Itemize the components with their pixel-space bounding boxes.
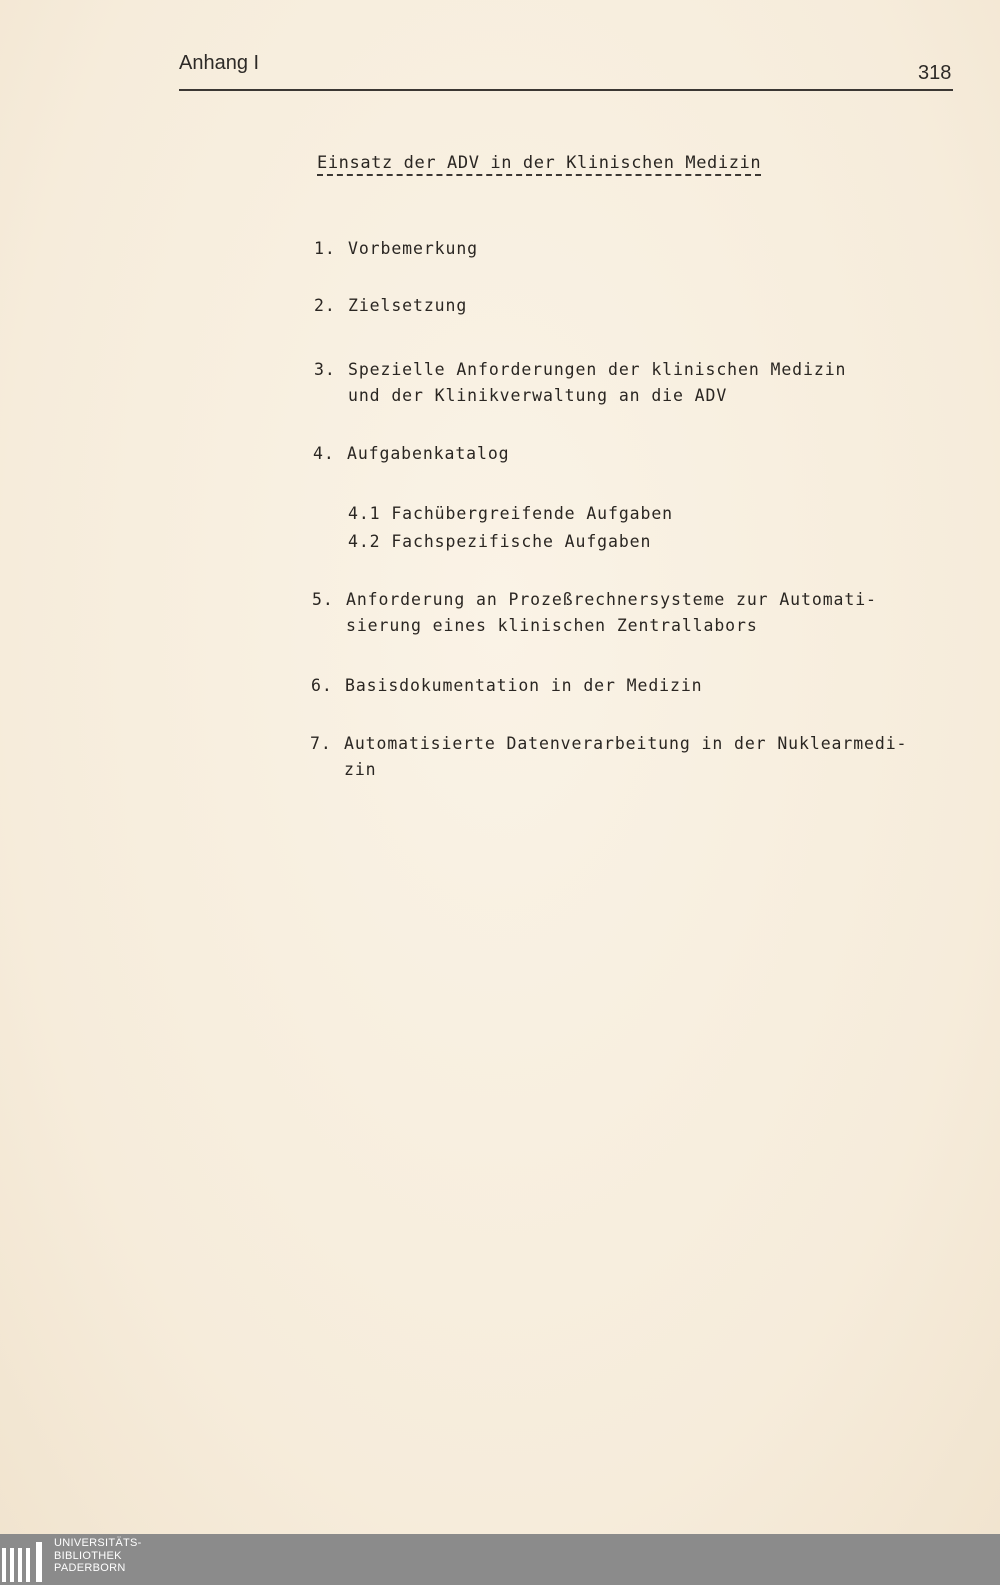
library-bars-logo-icon <box>2 1542 46 1582</box>
library-name-line: PADERBORN <box>54 1562 126 1574</box>
toc-entry-6 <box>311 673 703 699</box>
toc-entry-text-continued: sierung eines klinischen Zentrallabors <box>346 616 758 635</box>
toc-entry-text: Aufgabenkatalog <box>347 444 510 463</box>
toc-entry-7 <box>310 731 907 783</box>
toc-entry-text: Spezielle Anforderungen der klinischen Medizin <box>348 360 847 379</box>
toc-subentry-4-2: 4.2 Fachspezifische Aufgaben <box>348 532 652 551</box>
toc-entry-text: Anforderung an Prozeßrechnersysteme zur Automati- <box>346 590 877 609</box>
toc-entry-text: Zielsetzung <box>348 296 468 315</box>
toc-entry-number: 7. <box>310 734 332 753</box>
library-name-line: UNIVERSITÄTS- <box>54 1537 142 1549</box>
toc-entry-4 <box>313 441 510 467</box>
document-title: Einsatz der ADV in der Klinischen Medizin <box>317 153 761 176</box>
toc-entry-number: 2. <box>314 296 336 315</box>
toc-entry-number: 5. <box>312 590 334 609</box>
toc-entry-text: Basisdokumentation in der Medizin <box>345 676 703 695</box>
toc-subentry-4-1: 4.1 Fachübergreifende Aufgaben <box>348 504 674 523</box>
toc-entry-2 <box>314 293 467 319</box>
toc-entry-number: 4. <box>313 444 335 463</box>
toc-entry-number: 1. <box>314 239 336 258</box>
toc-entry-text: Vorbemerkung <box>348 239 479 258</box>
toc-entry-text: Automatisierte Datenverarbeitung in der Nuklearmedi- <box>344 734 908 753</box>
toc-entry-text-continued: und der Klinikverwaltung an die ADV <box>348 386 728 405</box>
header-rule <box>179 89 953 91</box>
library-name-line: BIBLIOTHEK <box>54 1549 122 1562</box>
toc-entry-number: 3. <box>314 360 336 379</box>
library-footer-bar <box>0 1534 1000 1585</box>
library-name <box>54 1537 142 1575</box>
toc-entry-number: 6. <box>311 676 333 695</box>
toc-entry-text-continued: zin <box>344 760 377 779</box>
toc-entry-3 <box>314 357 846 409</box>
running-head: Anhang I <box>179 52 260 74</box>
toc-entry-1 <box>314 236 478 262</box>
toc-entry-5 <box>312 587 877 639</box>
page-number: 318 <box>918 62 952 84</box>
